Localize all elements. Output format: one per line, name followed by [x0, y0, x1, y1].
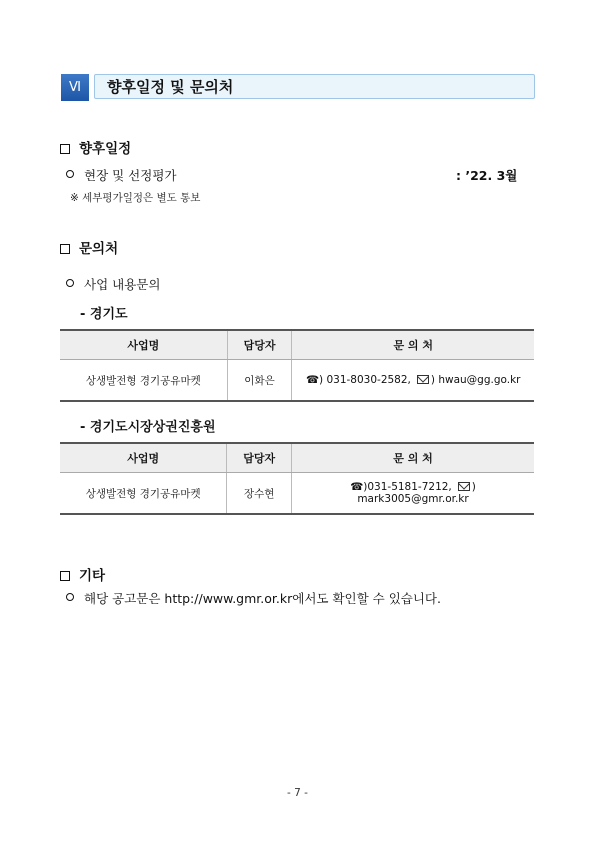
circle-bullet-icon — [66, 170, 74, 178]
cell-person: 이화은 — [227, 360, 292, 402]
cell-contact — [292, 360, 534, 402]
phone-text: ☎)031-5181-7212, — [350, 481, 452, 493]
contact-table-2 — [60, 442, 534, 515]
etc-item: 해당 공고문은 http://www.gmr.or.kr에서도 확인할 수 있습니다. — [66, 589, 441, 607]
square-bullet-icon — [60, 571, 70, 581]
envelope-icon — [458, 482, 470, 491]
circle-bullet-icon — [66, 593, 74, 601]
table-row — [60, 473, 534, 515]
contact-item: 사업 내용문의 — [66, 275, 160, 293]
cell-contact — [292, 473, 534, 515]
section-number: Ⅵ — [61, 74, 89, 101]
contact-table-1 — [60, 329, 534, 402]
cell-project: 상생발전형 경기공유마켓 — [60, 473, 227, 515]
square-bullet-icon — [60, 144, 70, 154]
table-header-row — [60, 330, 534, 360]
phone-text: ☎) 031-8030-2582, — [305, 374, 411, 386]
org-2-name: - 경기도시장상권진흥원 — [80, 420, 216, 435]
cell-person: 장수현 — [227, 473, 292, 515]
schedule-note: ※ 세부평가일정은 별도 통보 — [70, 192, 201, 204]
header-contact: 문 의 처 — [292, 330, 534, 360]
circle-bullet-icon — [66, 279, 74, 287]
schedule-heading: 향후일정 — [60, 137, 131, 157]
section-title: 향후일정 및 문의처 — [94, 74, 535, 99]
schedule-date: : ’22. 3월 — [456, 168, 518, 183]
etc-heading: 기타 — [60, 564, 105, 584]
contact-heading: 문의처 — [60, 237, 118, 257]
header-person: 담당자 — [227, 443, 292, 473]
section-header — [61, 74, 535, 101]
envelope-icon — [417, 375, 429, 384]
table-header-row — [60, 443, 534, 473]
header-project: 사업명 — [60, 443, 227, 473]
email-text: ) mark3005@gmr.or.kr — [357, 481, 476, 505]
header-project: 사업명 — [60, 330, 227, 360]
cell-project: 상생발전형 경기공유마켓 — [60, 360, 227, 402]
square-bullet-icon — [60, 244, 70, 254]
email-text: ) hwau@gg.go.kr — [430, 374, 521, 386]
page-number: - 7 - — [287, 787, 308, 799]
org-1-name: - 경기도 — [80, 307, 128, 322]
table-row — [60, 360, 534, 402]
header-person: 담당자 — [227, 330, 292, 360]
schedule-item: 현장 및 선정평가 — [66, 166, 176, 184]
header-contact: 문 의 처 — [292, 443, 534, 473]
